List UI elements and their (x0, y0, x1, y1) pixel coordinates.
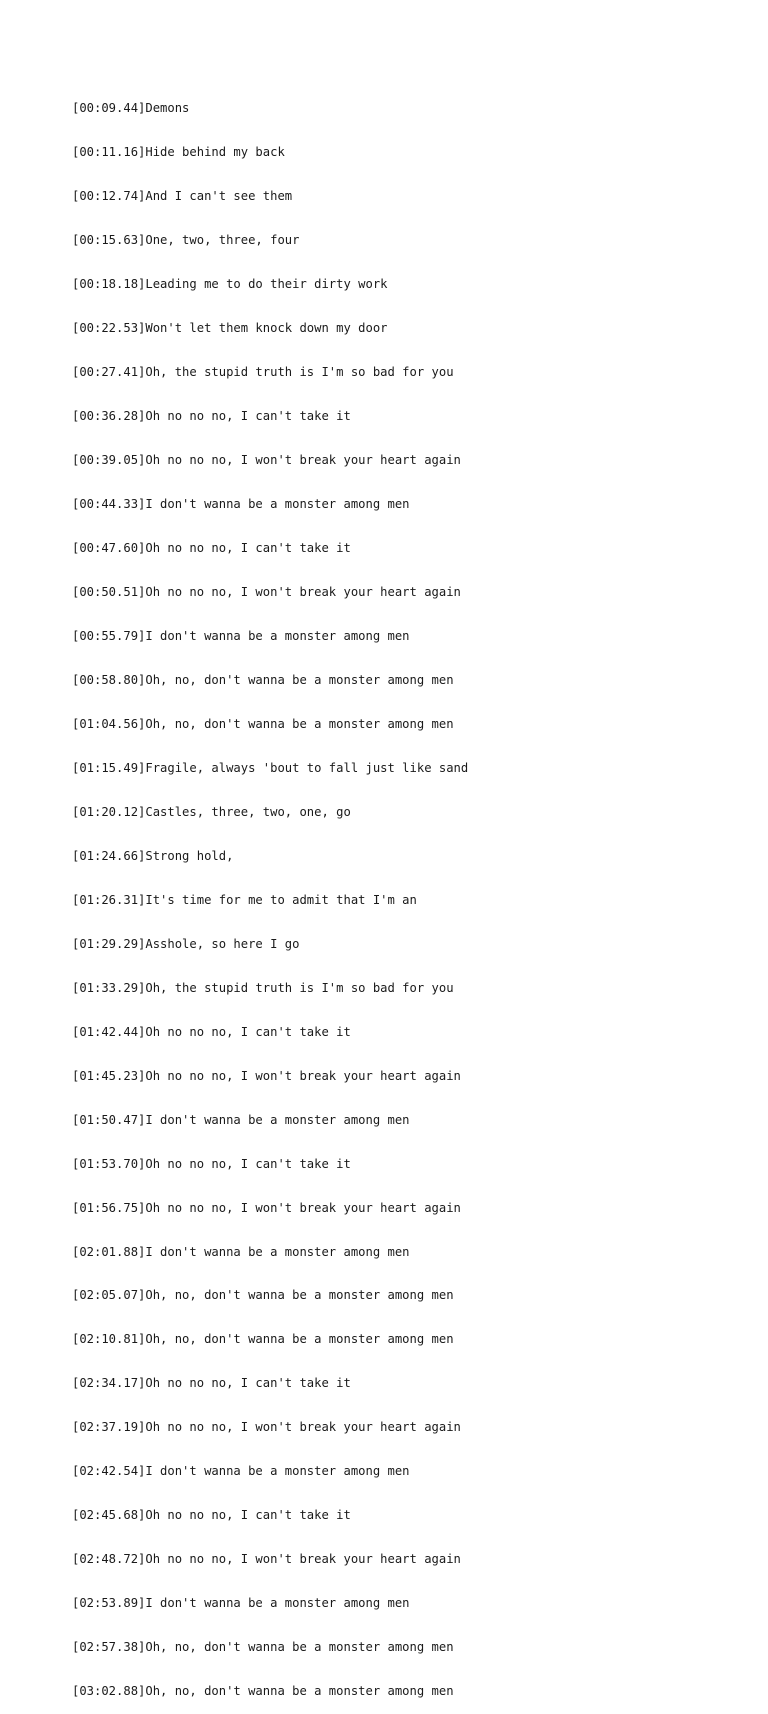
lyric-line: [02:53.89]I don't wanna be a monster among men (72, 1596, 410, 1611)
lyric-line: [00:15.63]One, two, three, four (72, 233, 300, 248)
lyric-line: [00:11.16]Hide behind my back (72, 145, 285, 160)
lyric-line: [02:48.72]Oh no no no, I won't break your heart again (72, 1552, 461, 1567)
lyric-line: [01:42.44]Oh no no no, I can't take it (72, 1024, 351, 1039)
lyric-line: [02:01.88]I don't wanna be a monster among men (72, 1244, 410, 1259)
lyric-line: [00:27.41]Oh, the stupid truth is I'm so bad for you (72, 365, 454, 380)
lyric-line: [00:50.51]Oh no no no, I won't break your heart again (72, 584, 461, 599)
lyric-line: [01:56.75]Oh no no no, I won't break your heart again (72, 1200, 461, 1215)
lyric-line: [03:02.88]Oh, no, don't wanna be a monster among men (72, 1684, 454, 1699)
lyric-line: [00:12.74]And I can't see them (72, 189, 293, 204)
lyric-line: [00:39.05]Oh no no no, I won't break your heart again (72, 453, 461, 468)
lyric-line: [00:18.18]Leading me to do their dirty work (72, 277, 388, 292)
lyric-line: [02:37.19]Oh no no no, I won't break your heart again (72, 1420, 461, 1435)
lyric-line: [02:10.81]Oh, no, don't wanna be a monster among men (72, 1332, 454, 1347)
lyrics-document (72, 72, 468, 1714)
lyric-line: [01:53.70]Oh no no no, I can't take it (72, 1156, 351, 1171)
lyric-line: [00:58.80]Oh, no, don't wanna be a monster among men (72, 672, 454, 687)
lyric-line: [01:33.29]Oh, the stupid truth is I'm so bad for you (72, 980, 454, 995)
lyric-line: [01:29.29]Asshole, so here I go (72, 936, 300, 951)
lyric-line: [01:20.12]Castles, three, two, one, go (72, 804, 351, 819)
lyric-line: [00:55.79]I don't wanna be a monster among men (72, 628, 410, 643)
lyric-line: [01:26.31]It's time for me to admit that I'm an (72, 892, 417, 907)
lyric-line: [01:50.47]I don't wanna be a monster among men (72, 1112, 410, 1127)
lyric-line: [02:42.54]I don't wanna be a monster among men (72, 1464, 410, 1479)
lyric-line: [02:45.68]Oh no no no, I can't take it (72, 1508, 351, 1523)
lyric-line: [00:22.53]Won't let them knock down my door (72, 321, 388, 336)
lyric-line: [00:47.60]Oh no no no, I can't take it (72, 541, 351, 555)
lyric-line: [00:09.44]Demons (72, 101, 190, 116)
lyric-line: [02:34.17]Oh no no no, I can't take it (72, 1376, 351, 1391)
lyric-line: [00:44.33]I don't wanna be a monster among men (72, 497, 410, 512)
lyric-line: [01:45.23]Oh no no no, I won't break your heart again (72, 1068, 461, 1083)
lyric-line: [02:57.38]Oh, no, don't wanna be a monster among men (72, 1640, 454, 1655)
lyric-line: [01:24.66]Strong hold, (72, 848, 234, 863)
lyric-line: [01:15.49]Fragile, always 'bout to fall just like sand (72, 760, 469, 775)
lyric-line: [00:36.28]Oh no no no, I can't take it (72, 409, 351, 424)
lyric-line: [01:04.56]Oh, no, don't wanna be a monster among men (72, 716, 454, 731)
lyric-line: [02:05.07]Oh, no, don't wanna be a monster among men (72, 1288, 454, 1303)
